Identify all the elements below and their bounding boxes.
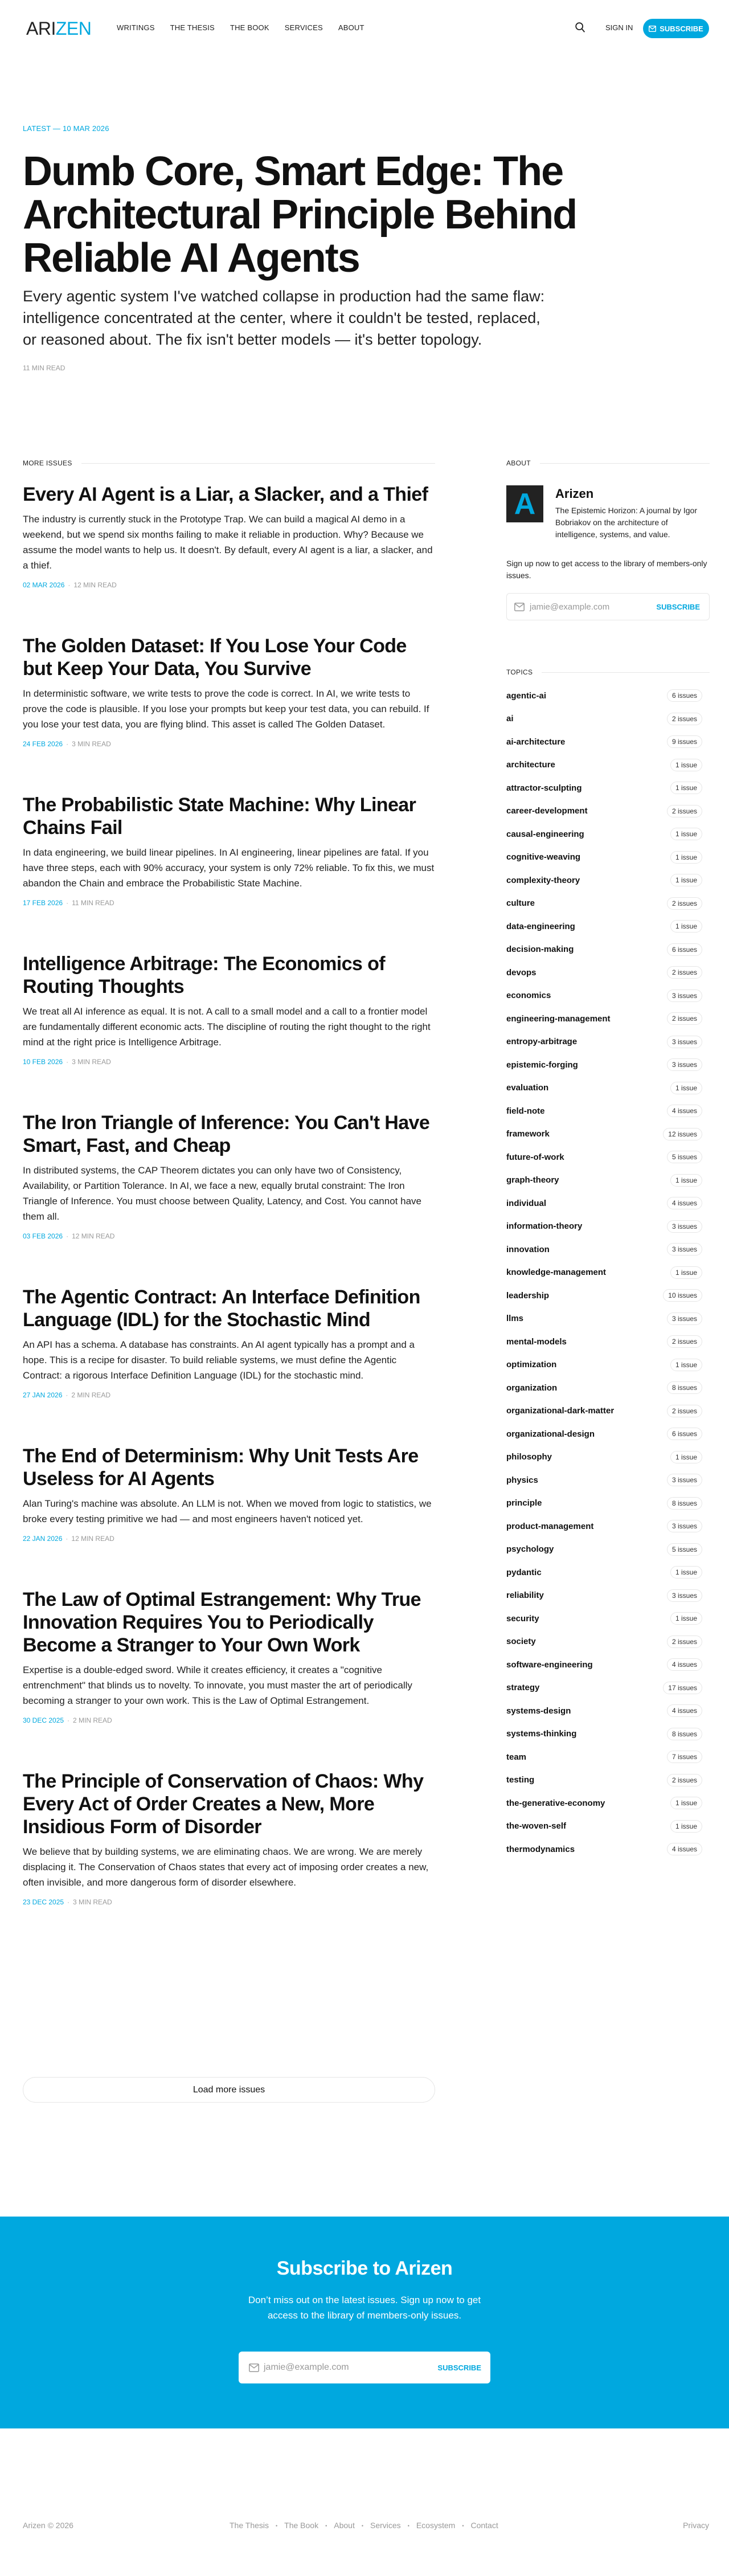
topic-item[interactable]	[506, 1538, 710, 1561]
mail-icon	[649, 26, 656, 32]
footer-link[interactable]: About	[334, 2521, 355, 2530]
publication-description: The Epistemic Horizon: A journal by Igor Bobriakov on the architecture of intelligence, systems, and value.	[555, 506, 698, 539]
topic-name: career-development	[506, 806, 588, 816]
article-read-time: 3 MIN READ	[73, 1898, 112, 1906]
topic-item[interactable]	[506, 892, 710, 915]
article-date: 24 FEB 2026	[23, 740, 63, 748]
topic-count-badge: 4 issues	[667, 1105, 702, 1117]
article-date: 10 FEB 2026	[23, 1058, 63, 1066]
topic-count-badge: 2 issues	[667, 805, 702, 817]
article-excerpt: In data engineering, we build linear pipelines. In AI engineering, linear pipelines are fatal. If you have three steps, each with 90% accuracy, your system is only 72% reliable. To fix this, we must abandon the Chain and embrace the Probabilistic State Machine.	[23, 847, 435, 889]
topic-item[interactable]	[506, 1699, 710, 1723]
topic-item[interactable]	[506, 1677, 710, 1700]
topic-item[interactable]	[506, 800, 710, 823]
article-read-time: 3 MIN READ	[72, 740, 111, 748]
divider	[81, 463, 435, 464]
topic-item[interactable]	[506, 1261, 710, 1285]
topic-item[interactable]	[506, 1099, 710, 1123]
topic-item[interactable]	[506, 1031, 710, 1054]
mail-icon	[514, 603, 525, 611]
topic-item[interactable]	[506, 730, 710, 754]
cta-title: Subscribe to Arizen	[276, 2258, 453, 2279]
topic-name: agentic-ai	[506, 690, 547, 701]
topic-item[interactable]	[506, 823, 710, 846]
link-separator: •	[462, 2523, 464, 2529]
more-issues	[23, 459, 435, 1952]
topic-name: ai	[506, 714, 514, 724]
topic-count-badge: 1 issue	[670, 1820, 702, 1833]
article-excerpt: An API has a schema. A database has constraints. An AI agent typically has a prompt and a hope. This is a recipe for disaster. To build reliable systems, we must define the Agentic Contract: a rigorous Interface Definition Language (IDL) for the stochastic mind.	[23, 1339, 415, 1381]
topic-count-badge: 3 issues	[667, 1312, 702, 1325]
article-item	[23, 1770, 435, 1906]
article-read-time: 2 MIN READ	[73, 1716, 112, 1724]
sidebar-subscribe-button[interactable]: SUBSCRIBE	[656, 602, 700, 611]
topic-name: economics	[506, 991, 551, 1001]
divider	[542, 672, 710, 673]
topic-name: thermodynamics	[506, 1844, 575, 1854]
topic-item[interactable]	[506, 1607, 710, 1630]
topic-item[interactable]	[506, 938, 710, 962]
topic-count-badge: 4 issues	[667, 1704, 702, 1717]
topic-name: information-theory	[506, 1221, 583, 1232]
topic-name: field-note	[506, 1106, 545, 1116]
article-read-time: 12 MIN READ	[73, 581, 117, 589]
topic-item[interactable]	[506, 1146, 710, 1169]
meta-separator: ·	[66, 740, 69, 748]
topic-name: leadership	[506, 1290, 550, 1301]
article-meta	[23, 1716, 435, 1724]
article-item	[23, 794, 435, 907]
logo-text-accent: ZEN	[55, 18, 92, 39]
article-date: 17 FEB 2026	[23, 899, 63, 907]
topic-item[interactable]	[506, 1354, 710, 1377]
topic-count-badge: 2 issues	[667, 1335, 702, 1348]
topic-name: architecture	[506, 760, 555, 770]
cta-text: Don’t miss out on the latest issues. Sign up now to get access to the library of members-only issues.	[248, 2295, 481, 2321]
about-header	[506, 459, 710, 467]
topic-count-badge: 1 issue	[670, 920, 702, 933]
topic-name: the-generative-economy	[506, 1798, 605, 1808]
topic-name: individual	[506, 1198, 547, 1208]
meta-separator: ·	[68, 581, 71, 589]
topic-name: ai-architecture	[506, 737, 566, 747]
topic-item[interactable]	[506, 1422, 710, 1446]
topic-count-badge: 6 issues	[667, 943, 702, 956]
topic-count-badge: 5 issues	[667, 1151, 702, 1163]
topic-count-badge: 4 issues	[667, 1658, 702, 1671]
header-subscribe-button[interactable]	[643, 19, 709, 38]
topic-name: llms	[506, 1314, 524, 1324]
nav-the-book[interactable]: THE BOOK	[230, 23, 269, 32]
cta-subscribe-form	[239, 2352, 490, 2383]
topic-name: the-woven-self	[506, 1821, 567, 1831]
topic-item[interactable]	[506, 1515, 710, 1538]
topic-item[interactable]	[506, 1769, 710, 1792]
sidebar-subscribe-form	[506, 593, 710, 620]
topic-item[interactable]	[506, 1053, 710, 1077]
topic-name: reliability	[506, 1590, 544, 1601]
topic-count-badge: 4 issues	[667, 1197, 702, 1209]
topic-name: engineering-management	[506, 1013, 611, 1024]
nav-the-thesis[interactable]: THE THESIS	[170, 23, 215, 32]
subscribe-label: SUBSCRIBE	[660, 24, 703, 33]
topic-list	[506, 684, 710, 1861]
article-date: 22 JAN 2026	[23, 1535, 63, 1543]
about-card	[506, 485, 710, 541]
topic-name: optimization	[506, 1360, 557, 1370]
topic-count-badge: 1 issue	[670, 1174, 702, 1187]
topic-count-badge: 3 issues	[667, 989, 702, 1002]
topic-name: systems-design	[506, 1706, 571, 1716]
topic-count-badge: 2 issues	[667, 713, 702, 725]
topic-count-badge: 1 issue	[670, 1266, 702, 1279]
topic-count-badge: 2 issues	[667, 897, 702, 910]
topic-name: pydantic	[506, 1567, 542, 1577]
topic-count-badge: 8 issues	[667, 1381, 702, 1394]
article-meta	[23, 1391, 435, 1399]
topic-item[interactable]	[506, 1584, 710, 1608]
load-more-button[interactable]: Load more issues	[23, 2077, 435, 2103]
topic-count-badge: 3 issues	[667, 1589, 702, 1602]
footer-link[interactable]: Services	[370, 2521, 401, 2530]
article-excerpt: In deterministic software, we write tests to prove the code is correct. In AI, we write tests to prove the code is plausible. If you lose your prompts but keep your test data, you can rebuild. If you lose your test data, you are flying blind. This asset is called The Golden Dataset.	[23, 688, 429, 730]
topic-name: philosophy	[506, 1452, 552, 1462]
nav-writings[interactable]: WRITINGS	[117, 23, 155, 32]
article-excerpt: Expertise is a double-edged sword. While it creates efficiency, it creates a "cognitive entrenchment" that blinds us to novelty. To innovate, you must master the art of periodically becoming a stranger to your own work. This is the Law of Optimal Estrangement.	[23, 1665, 412, 1706]
topic-name: society	[506, 1637, 536, 1647]
topic-item[interactable]	[506, 1215, 710, 1238]
site-header	[0, 0, 729, 56]
article-title[interactable]: The Agentic Contract: An Interface Definition Language (IDL) for the Stochastic Mind	[23, 1286, 420, 1331]
topic-item[interactable]	[506, 1376, 710, 1400]
topic-item[interactable]	[506, 754, 710, 777]
topic-item[interactable]	[506, 984, 710, 1008]
article-meta	[23, 1232, 435, 1240]
topic-count-badge: 1 issue	[670, 759, 702, 771]
article-read-time: 11 MIN READ	[72, 899, 114, 907]
article-date: 03 FEB 2026	[23, 1232, 63, 1240]
main-nav	[117, 23, 364, 32]
article-item	[23, 1445, 435, 1543]
topic-count-badge: 2 issues	[667, 1635, 702, 1648]
topic-count-badge: 3 issues	[667, 1520, 702, 1532]
topic-name: security	[506, 1613, 539, 1624]
featured-subtitle: Every agentic system I've watched collapse in production had the same flaw: intelligence concentrated at the center, where it couldn't be tested, replaced, or reasoned about. The fix isn't better models — it's better topology.	[23, 288, 545, 348]
featured-read-time: 11 MIN READ	[23, 364, 65, 372]
topic-item[interactable]	[506, 961, 710, 984]
topic-name: graph-theory	[506, 1175, 559, 1185]
topic-count-badge: 8 issues	[667, 1728, 702, 1740]
article-item	[23, 635, 435, 748]
topic-name: entropy-arbitrage	[506, 1037, 578, 1047]
article-date: 27 JAN 2026	[23, 1391, 63, 1399]
topic-item[interactable]	[506, 1792, 710, 1815]
article-title[interactable]: The Iron Triangle of Inference: You Can't Have Smart, Fast, and Cheap	[23, 1112, 430, 1156]
topic-name: devops	[506, 967, 536, 978]
topic-name: software-engineering	[506, 1659, 593, 1670]
topic-name: systems-thinking	[506, 1729, 577, 1739]
sidebar	[506, 459, 710, 1861]
link-separator: •	[325, 2523, 327, 2529]
article-item	[23, 1588, 435, 1724]
topic-item[interactable]	[506, 1007, 710, 1031]
topic-name: culture	[506, 898, 535, 909]
nav-about[interactable]: ABOUT	[338, 23, 364, 32]
topic-name: future-of-work	[506, 1152, 564, 1162]
topic-item[interactable]	[506, 869, 710, 892]
article-read-time: 3 MIN READ	[72, 1058, 111, 1066]
footer-privacy-link[interactable]: Privacy	[683, 2521, 709, 2530]
article-item	[23, 1286, 435, 1399]
topic-count-badge: 7 issues	[667, 1751, 702, 1763]
meta-separator: ·	[67, 1898, 70, 1906]
email-input[interactable]: jamie@example.com	[530, 602, 610, 612]
topic-item[interactable]	[506, 1446, 710, 1469]
footer-links	[230, 2521, 498, 2531]
topic-count-badge: 12 issues	[663, 1128, 702, 1140]
topic-item[interactable]	[506, 1284, 710, 1307]
signup-text: Sign up now to get access to the library of members-only issues.	[506, 559, 707, 580]
topic-count-badge: 2 issues	[667, 1774, 702, 1786]
topic-item[interactable]	[506, 1745, 710, 1769]
topic-item[interactable]	[506, 1653, 710, 1677]
topic-item[interactable]	[506, 1469, 710, 1492]
article-meta	[23, 740, 435, 748]
featured-article	[23, 124, 661, 372]
more-issues-label: MORE ISSUES	[23, 459, 72, 467]
link-separator: •	[361, 2523, 363, 2529]
publication-name: Arizen	[555, 486, 594, 501]
logo-text-dark: ARI	[26, 18, 56, 39]
article-list	[23, 483, 435, 1906]
topic-name: cognitive-weaving	[506, 852, 581, 862]
cta-email-input[interactable]: jamie@example.com	[264, 2362, 349, 2372]
article-read-time: 12 MIN READ	[71, 1535, 114, 1543]
topic-item[interactable]	[506, 1815, 710, 1838]
topic-name: framework	[506, 1129, 550, 1139]
topic-item[interactable]	[506, 684, 710, 708]
topic-count-badge: 3 issues	[667, 1474, 702, 1486]
article-read-time: 2 MIN READ	[71, 1391, 111, 1399]
link-separator: •	[407, 2523, 409, 2529]
about-label: ABOUT	[506, 459, 531, 467]
article-date: 02 MAR 2026	[23, 581, 65, 589]
topic-count-badge: 8 issues	[667, 1497, 702, 1510]
topic-item[interactable]	[506, 1838, 710, 1861]
article-excerpt: Alan Turing's machine was absolute. An LLM is not. When we moved from logic to statistics, we broke every testing primitive we had — and most engineers haven't noticed yet.	[23, 1498, 432, 1524]
topic-count-badge: 9 issues	[667, 735, 702, 748]
meta-separator: ·	[67, 1716, 70, 1724]
article-meta	[23, 581, 435, 589]
footer-link[interactable]: Contact	[470, 2521, 498, 2530]
topic-item[interactable]	[506, 708, 710, 731]
mail-icon	[249, 2364, 259, 2372]
topic-count-badge: 1 issue	[670, 1451, 702, 1463]
avatar: A	[506, 485, 543, 522]
topic-count-badge: 3 issues	[667, 1220, 702, 1233]
topic-count-badge: 3 issues	[667, 1058, 702, 1071]
topic-name: psychology	[506, 1544, 554, 1555]
topic-name: attractor-sculpting	[506, 783, 582, 793]
featured-kicker: LATEST — 10 MAR 2026	[23, 124, 109, 133]
topic-name: causal-engineering	[506, 829, 584, 839]
article-meta	[23, 899, 435, 907]
meta-separator: ·	[66, 899, 69, 907]
meta-separator: ·	[66, 1232, 69, 1240]
copyright: Arizen © 2026	[23, 2521, 73, 2530]
article-item	[23, 952, 435, 1066]
topic-name: product-management	[506, 1521, 594, 1531]
article-excerpt: We believe that by building systems, we are eliminating chaos. We are wrong. We are merely displacing it. The Conservation of Chaos states that every act of imposing order creates a new, often invisible, and more dangerous form of disorder elsewhere.	[23, 1846, 429, 1888]
divider	[540, 463, 710, 464]
article-meta	[23, 1535, 435, 1543]
topic-count-badge: 1 issue	[670, 851, 702, 864]
topic-item[interactable]	[506, 1077, 710, 1100]
topic-name: organizational-design	[506, 1429, 595, 1439]
topic-name: evaluation	[506, 1083, 549, 1093]
topic-name: organizational-dark-matter	[506, 1406, 615, 1416]
topic-count-badge: 2 issues	[667, 1012, 702, 1025]
topic-item[interactable]	[506, 1492, 710, 1515]
article-excerpt: The industry is currently stuck in the Prototype Trap. We can build a magical AI demo in a weekend, but we spend six months failing to make it reliable in production. Why? Because we assume the model wants to help us. It doesn't. By default, every AI agent is a liar, a slacker, and a thief.	[23, 514, 433, 571]
article-item	[23, 483, 435, 589]
article-item	[23, 1111, 435, 1240]
article-read-time: 12 MIN READ	[72, 1232, 115, 1240]
article-date: 23 DEC 2025	[23, 1898, 64, 1906]
footer-link[interactable]: Ecosystem	[416, 2521, 456, 2530]
meta-separator: ·	[65, 1535, 68, 1543]
topic-item[interactable]	[506, 1330, 710, 1354]
article-title[interactable]: The Golden Dataset: If You Lose Your Code but Keep Your Data, You Survive	[23, 635, 407, 680]
topic-item[interactable]	[506, 1238, 710, 1261]
search-icon[interactable]	[574, 21, 587, 34]
sign-in-link[interactable]: SIGN IN	[605, 23, 633, 32]
topic-count-badge: 1 issue	[670, 828, 702, 840]
topic-name: organization	[506, 1383, 558, 1393]
topic-name: team	[506, 1752, 527, 1762]
topic-count-badge: 3 issues	[667, 1243, 702, 1256]
nav-services[interactable]: SERVICES	[284, 23, 323, 32]
article-title[interactable]: The Probabilistic State Machine: Why Linear Chains Fail	[23, 794, 416, 839]
topic-count-badge: 3 issues	[667, 1036, 702, 1048]
topic-count-badge: 1 issue	[670, 1359, 702, 1371]
topic-item[interactable]	[506, 1307, 710, 1331]
topic-item[interactable]	[506, 846, 710, 869]
logo[interactable]	[26, 18, 91, 39]
featured-title[interactable]: Dumb Core, Smart Edge: The Architectural Principle Behind Reliable AI Agents	[23, 149, 577, 281]
topic-count-badge: 6 issues	[667, 689, 702, 702]
topic-count-badge: 5 issues	[667, 1543, 702, 1556]
article-title[interactable]: Intelligence Arbitrage: The Economics of Routing Thoughts	[23, 953, 385, 997]
topic-count-badge: 17 issues	[663, 1682, 702, 1694]
article-date: 30 DEC 2025	[23, 1716, 64, 1724]
topics-header	[506, 668, 710, 676]
topic-count-badge: 2 issues	[667, 1405, 702, 1417]
topic-count-badge: 1 issue	[670, 1566, 702, 1579]
article-meta	[23, 1898, 435, 1906]
topic-item[interactable]	[506, 915, 710, 938]
article-meta	[23, 1058, 435, 1066]
topic-item[interactable]	[506, 1123, 710, 1146]
topic-count-badge: 6 issues	[667, 1428, 702, 1440]
topic-name: innovation	[506, 1244, 550, 1254]
meta-separator: ·	[65, 1391, 68, 1399]
topic-name: principle	[506, 1498, 542, 1508]
article-excerpt: We treat all AI inference as equal. It is not. A call to a small model and a call to a frontier model are fundamentally different economic acts. The discipline of routing the right thought to the right mind at the right price is Intelligence Arbitrage.	[23, 1006, 431, 1048]
topic-name: mental-models	[506, 1336, 567, 1347]
subscribe-cta	[0, 2217, 729, 2428]
topic-name: knowledge-management	[506, 1267, 607, 1278]
article-title[interactable]: The Law of Optimal Estrangement: Why True Innovation Requires You to Periodically Become a Stranger to Your Own Work	[23, 1589, 421, 1656]
topic-item[interactable]	[506, 1630, 710, 1654]
article-excerpt: In distributed systems, the CAP Theorem dictates you can only have two of Consistency, Availability, or Partition Tolerance. In AI, we face a new, equally brutal constraint: The Iron Triangle of Inference. You must choose between Quality, Latency, and Cost. You cannot have them all.	[23, 1165, 421, 1222]
topic-name: physics	[506, 1475, 538, 1485]
topic-count-badge: 1 issue	[670, 1612, 702, 1625]
topic-count-badge: 1 issue	[670, 874, 702, 886]
cta-subscribe-button[interactable]: SUBSCRIBE	[437, 2363, 481, 2372]
topic-count-badge: 1 issue	[670, 1797, 702, 1809]
article-title[interactable]: The Principle of Conservation of Chaos: Why Every Act of Order Creates a New, More Insidious Form of Disorder	[23, 1771, 424, 1838]
meta-separator: ·	[66, 1058, 69, 1066]
topic-name: complexity-theory	[506, 875, 580, 885]
topic-name: data-engineering	[506, 921, 575, 931]
topic-count-badge: 10 issues	[663, 1289, 702, 1302]
topic-name: epistemic-forging	[506, 1060, 578, 1070]
more-issues-header	[23, 459, 435, 467]
topic-count-badge: 1 issue	[670, 1082, 702, 1094]
topic-item[interactable]	[506, 1723, 710, 1746]
article-title[interactable]: Every AI Agent is a Liar, a Slacker, and a Thief	[23, 484, 428, 505]
link-separator: •	[276, 2523, 278, 2529]
topic-count-badge: 2 issues	[667, 966, 702, 979]
topic-count-badge: 4 issues	[667, 1843, 702, 1855]
topic-name: strategy	[506, 1683, 540, 1693]
topic-item[interactable]	[506, 1192, 710, 1215]
topic-item[interactable]	[506, 1400, 710, 1423]
footer-link[interactable]: The Book	[284, 2521, 319, 2530]
article-title[interactable]: The End of Determinism: Why Unit Tests Are Useless for AI Agents	[23, 1445, 419, 1490]
topic-name: testing	[506, 1775, 535, 1785]
topic-count-badge: 1 issue	[670, 782, 702, 794]
footer-link[interactable]: The Thesis	[230, 2521, 269, 2530]
topic-item[interactable]	[506, 1169, 710, 1192]
topic-name: decision-making	[506, 944, 574, 955]
topic-item[interactable]	[506, 776, 710, 800]
topics-label: TOPICS	[506, 668, 533, 676]
topic-item[interactable]	[506, 1561, 710, 1584]
